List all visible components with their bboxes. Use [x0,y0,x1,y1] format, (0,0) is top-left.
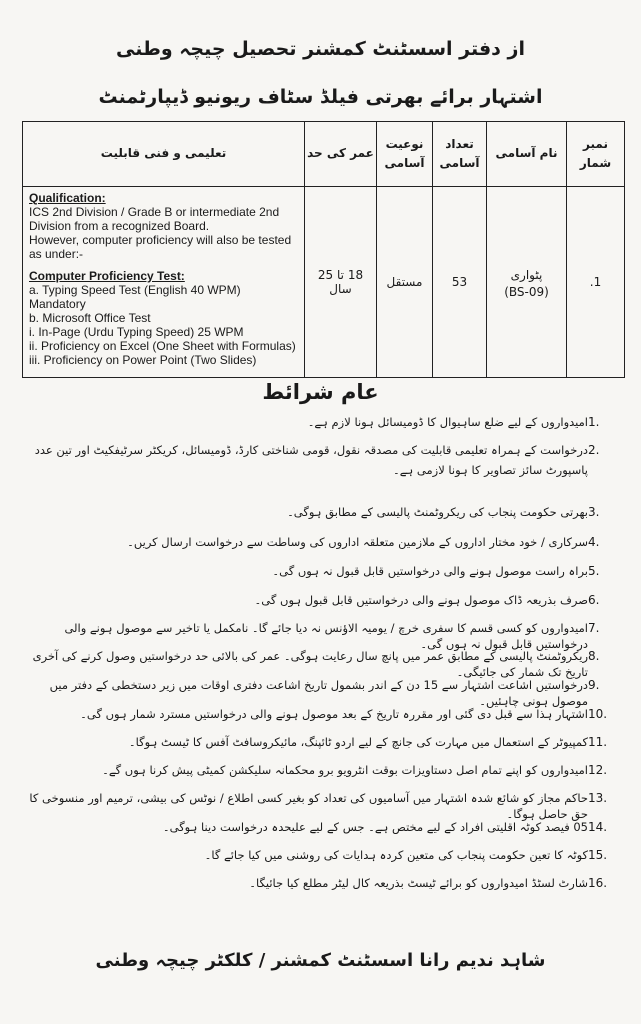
cell-qualification [23,187,305,378]
term-text: صرف بذریعہ ڈاک موصول ہونے والی درخواستیں قابل قبول ہوں گی۔ [254,593,588,607]
term-number: 14. [588,820,608,834]
test-item: i. In-Page (Urdu Typing Speed) 25 WPM [29,325,244,339]
header-count: تعداد آسامی [433,122,487,187]
qualification-line: ICS 2nd Division / Grade B or intermediate 2nd Division from a recognized Board. [29,205,280,233]
term-text: شارٹ لسٹڈ امیدواروں کو برائے ٹیسٹ بذریعہ کال لیٹر مطلع کیا جائیگا۔ [249,876,588,890]
term-text: بھرتی حکومت پنجاب کی ریکروٹمنٹ پالیسی کے مطابق ہوگی۔ [287,505,588,519]
table-header-row [23,122,625,187]
term-text: امیدواروں کے لیے ضلع ساہیوال کا ڈومیسائل ہونا لازم ہے۔ [307,415,588,429]
term-item [24,414,632,438]
term-item [24,620,632,651]
term-item [24,563,632,587]
header-nature: نوعیت آسامی [377,122,433,187]
cell-serial: 1. [567,187,625,378]
term-number: 11. [588,735,608,749]
header-serial: نمبر شمار [567,122,625,187]
term-item [24,847,632,871]
term-text: کمپیوٹر کے استعمال میں مہارت کی جانچ کے لیے اردو ٹائپنگ، مائیکروسافٹ آفس کا ٹیسٹ ہوگا۔ [128,735,588,749]
term-number: 6. [588,593,600,607]
term-item [24,648,632,679]
term-number: 2. [588,443,600,457]
term-number: 12. [588,763,608,777]
term-number: 1. [588,415,600,429]
term-item [24,534,632,558]
term-item [24,592,632,616]
term-number: 16. [588,876,608,890]
term-item [24,677,632,708]
term-text: درخواستیں اشاعت اشتہار سے 15 دن کے اندر بشمول تاریخ اشاعت دفتری اوقات میں زیر دستخطی کے دفتر میں موصول ہونی چاہئیں۔ [49,678,588,708]
term-item [24,790,632,821]
term-text: امیدواروں کو اپنے تمام اصل دستاویزات بوقت انٹرویو برو محکمانہ سلیکشن کمیٹی پیش کرنا ہوں گے۔ [102,763,588,777]
header-age: عمر کی حد [305,122,377,187]
term-number: 9. [588,678,600,692]
advertisement-title: اشتہار برائے بھرتی فیلڈ سٹاف ریونیو ڈیپارٹمنٹ [98,86,543,108]
term-item [24,875,632,899]
term-number: 5. [588,564,600,578]
test-heading: Computer Proficiency Test: [29,269,185,283]
term-text: درخواست کے ہمراہ تعلیمی قابلیت کی مصدقہ نقول، قومی شناختی کارڈ، ڈومیسائل، کریکٹر سرٹیفکیٹ اور تین عدد پاسپورٹ سائز تصاویر کا ہونا لازمی ہے۔ [34,443,588,477]
term-text: اشتہار ہذا سے قبل دی گئی اور مقررہ تاریخ کے بعد موصول ہونے والی درخواستیں مسترد شمار ہوں گی۔ [80,707,588,721]
term-number: 15. [588,848,608,862]
term-item [24,440,632,484]
term-number: 8. [588,649,600,663]
header-qualification: تعلیمی و فنی قابلیت [23,122,305,187]
test-item: iii. Proficiency on Power Point (Two Slides) [29,353,257,367]
term-text: کوٹہ کا تعین حکومت پنجاب کی متعین کردہ ہدایات کی روشنی میں کیا جائے گا۔ [204,848,588,862]
term-number: 7. [588,621,600,635]
header-post: نام آسامی [487,122,567,187]
qualification-line: However, computer proficiency will also be tested as under:- [29,233,292,261]
post-name: پٹواری [510,267,543,282]
term-number: 3. [588,505,600,519]
term-item [24,762,632,786]
term-text: براہ راست موصول ہونے والی درخواستیں قابل قبول نہ ہوں گی۔ [272,564,588,578]
term-item [24,734,632,758]
term-number: 10. [588,707,608,721]
test-item: a. Typing Speed Test (English 40 WPM) Mandatory [29,283,241,311]
cell-post [487,187,567,378]
term-text: سرکاری / خود مختار اداروں کے ملازمین متعلقہ اداروں کی وساطت سے درخواست ارسال کریں۔ [127,535,588,549]
term-item [24,504,632,528]
test-item: ii. Proficiency on Excel (One Sheet with Formulas) [29,339,296,353]
cell-age: 18 تا 25 سال [305,187,377,378]
office-title: از دفتر اسسٹنٹ کمشنر تحصیل چیچہ وطنی [116,38,525,60]
term-number: 13. [588,791,608,805]
cell-nature: مستقل [377,187,433,378]
post-scale: (BS-09) [504,285,549,300]
term-text: امیدواروں کو کسی قسم کا سفری خرچ / یومیہ الاؤنس نہ دیا جائے گا۔ نامکمل یا تاخیر سے موصول ہونے والی درخواستیں قابل قبول نہ ہوں گی۔ [64,621,588,651]
terms-title: عام شرائط [262,380,379,404]
test-item: b. Microsoft Office Test [29,311,151,325]
table-row [23,187,625,378]
term-text: ریکروٹمنٹ پالیسی کے مطابق عمر میں پانچ سال رعایت ہوگی۔ عمر کی بالائی حد درخواستیں وصول کرنے کی آخری تاریخ تک شمار کی جائیگی۔ [32,649,588,679]
signatory: شاہد ندیم رانا اسسٹنٹ کمشنر / کلکٹر چیچہ وطنی [95,950,546,971]
term-text: حاکم مجاز کو شائع شدہ اشتہار میں آسامیوں کی تعداد کو بغیر کسی اطلاع / نوٹس کی بیشی، ترمیم اور منسوخی کا حق حاصل ہوگا۔ [29,791,588,821]
term-number: 4. [588,535,600,549]
posts-table [22,121,625,378]
term-item [24,819,632,843]
term-text: 05 فیصد کوٹہ اقلیتی افراد کے لیے مختص ہے۔ جس کے لیے علیحدہ درخواست دینا ہوگی۔ [162,820,588,834]
term-item [24,706,632,730]
cell-count: 53 [433,187,487,378]
qualification-heading: Qualification: [29,191,106,205]
